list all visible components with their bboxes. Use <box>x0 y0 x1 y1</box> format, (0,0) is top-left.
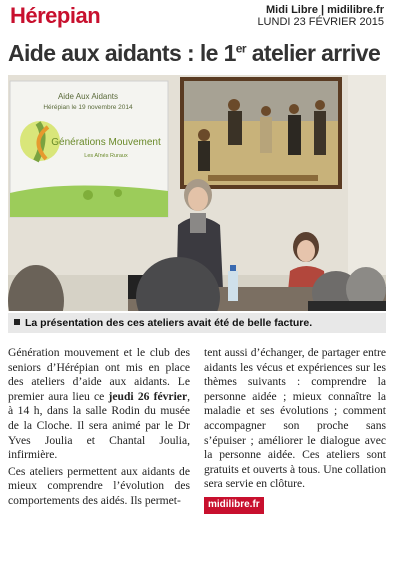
paragraph-1-text-b: , à 14 h, dans la salle Rodin du musée de la Cloche. Il sera animé par le Dr Yves Joulia et Chantal Joulia, infirmière. <box>8 389 190 462</box>
article-paragraph-3: tent aussi d’échanger, de partager entre aidants les vécus et expériences sur les thèmes suivants : comprendre la personne aidée ; mieux connaître la maladie et ses évolutions ; comment accompagner son proche sans s’épuiser ; améliorer le dialogue avec la personne aidée. Ces ateliers sont gratuits et ouverts à tous. Une collation sera servie en clôture. <box>204 346 386 491</box>
newspaper-name: Midi Libre | midilibre.fr <box>266 4 384 16</box>
water-bottle-icon <box>228 271 238 301</box>
event-date: jeudi 26 février <box>108 389 188 403</box>
photo-caption <box>8 313 386 333</box>
article-paragraph-1 <box>8 346 190 463</box>
slide-logo-text: Générations Mouvement <box>51 137 161 148</box>
caption-text: La présentation des ces ateliers avait été de belle facture. <box>25 317 313 329</box>
article-headline <box>8 40 398 67</box>
headline-part1: Aide aux aidants : le 1 <box>8 40 236 66</box>
article-body <box>8 346 386 560</box>
article-column-right <box>204 346 386 514</box>
slide-title: Aide Aux Aidants <box>57 92 119 101</box>
caption-square-icon <box>14 319 20 325</box>
newspaper-masthead <box>257 4 384 28</box>
article-photo <box>8 75 386 311</box>
slide-logo-subtext: Les Aînés Ruraux <box>84 153 128 159</box>
slide-subtitle: Hérépian le 19 novembre 2014 <box>43 104 133 111</box>
photo-illustration <box>8 75 386 311</box>
headline-superscript: er <box>235 41 246 56</box>
article-column-left <box>8 346 190 511</box>
midilibre-badge[interactable]: midilibre.fr <box>204 497 264 514</box>
masthead-header <box>0 0 400 45</box>
town-name: Hérepian <box>10 3 101 28</box>
paragraph-1-text-a: Génération mouvement et le club des seniors d’Hérépian ont mis en place des ateliers d’aide aux aidants. Le premier aura lieu ce <box>8 346 190 403</box>
article-paragraph-2: Ces ateliers permettent aux aidants de mieux comprendre l’évolution des comportements des aidés. Ils permet- <box>8 464 190 507</box>
publication-date: LUNDI 23 FÉVRIER 2015 <box>257 16 384 28</box>
headline-part2: atelier arrive <box>245 40 381 66</box>
